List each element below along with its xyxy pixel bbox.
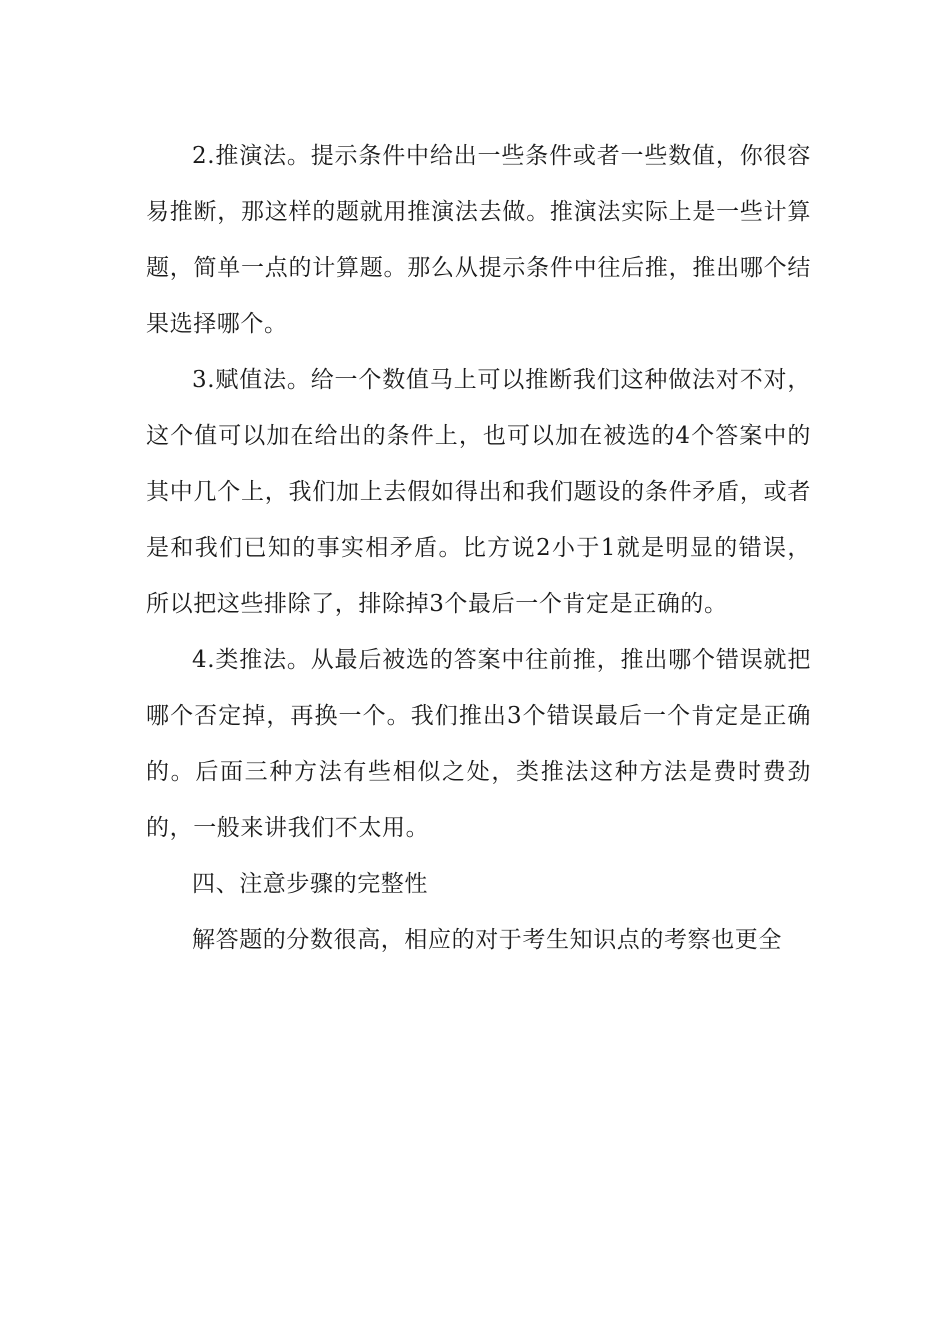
paragraph-deduction-method: 2.推演法。提示条件中给出一些条件或者一些数值，你很容易推断，那这样的题就用推演法去做。推演法实际上是一些计算题，简单一点的计算题。那么从提示条件中往后推，推出哪个结果选择哪个。	[146, 143, 811, 337]
paragraph-assignment-method: 3.赋值法。给一个数值马上可以推断我们这种做法对不对，这个值可以加在给出的条件上，也可以加在被选的4个答案中的其中几个上，我们加上去假如得出和我们题设的条件矛盾，或者是和我们已知的事实相矛盾。比方说2小于1就是明显的错误，所以把这些排除了，排除掉3个最后一个肯定是正确的。	[146, 367, 811, 617]
section-heading-step-completeness: 四、注意步骤的完整性	[192, 871, 428, 897]
document-body	[146, 128, 811, 968]
paragraph-answer-questions: 解答题的分数很高，相应的对于考生知识点的考察也更全	[192, 927, 782, 953]
paragraph-analogy-method: 4.类推法。从最后被选的答案中往前推，推出哪个错误就把哪个否定掉，再换一个。我们推出3个错误最后一个肯定是正确的。后面三种方法有些相似之处，类推法这种方法是费时费劲的，一般来讲我们不太用。	[146, 647, 811, 841]
